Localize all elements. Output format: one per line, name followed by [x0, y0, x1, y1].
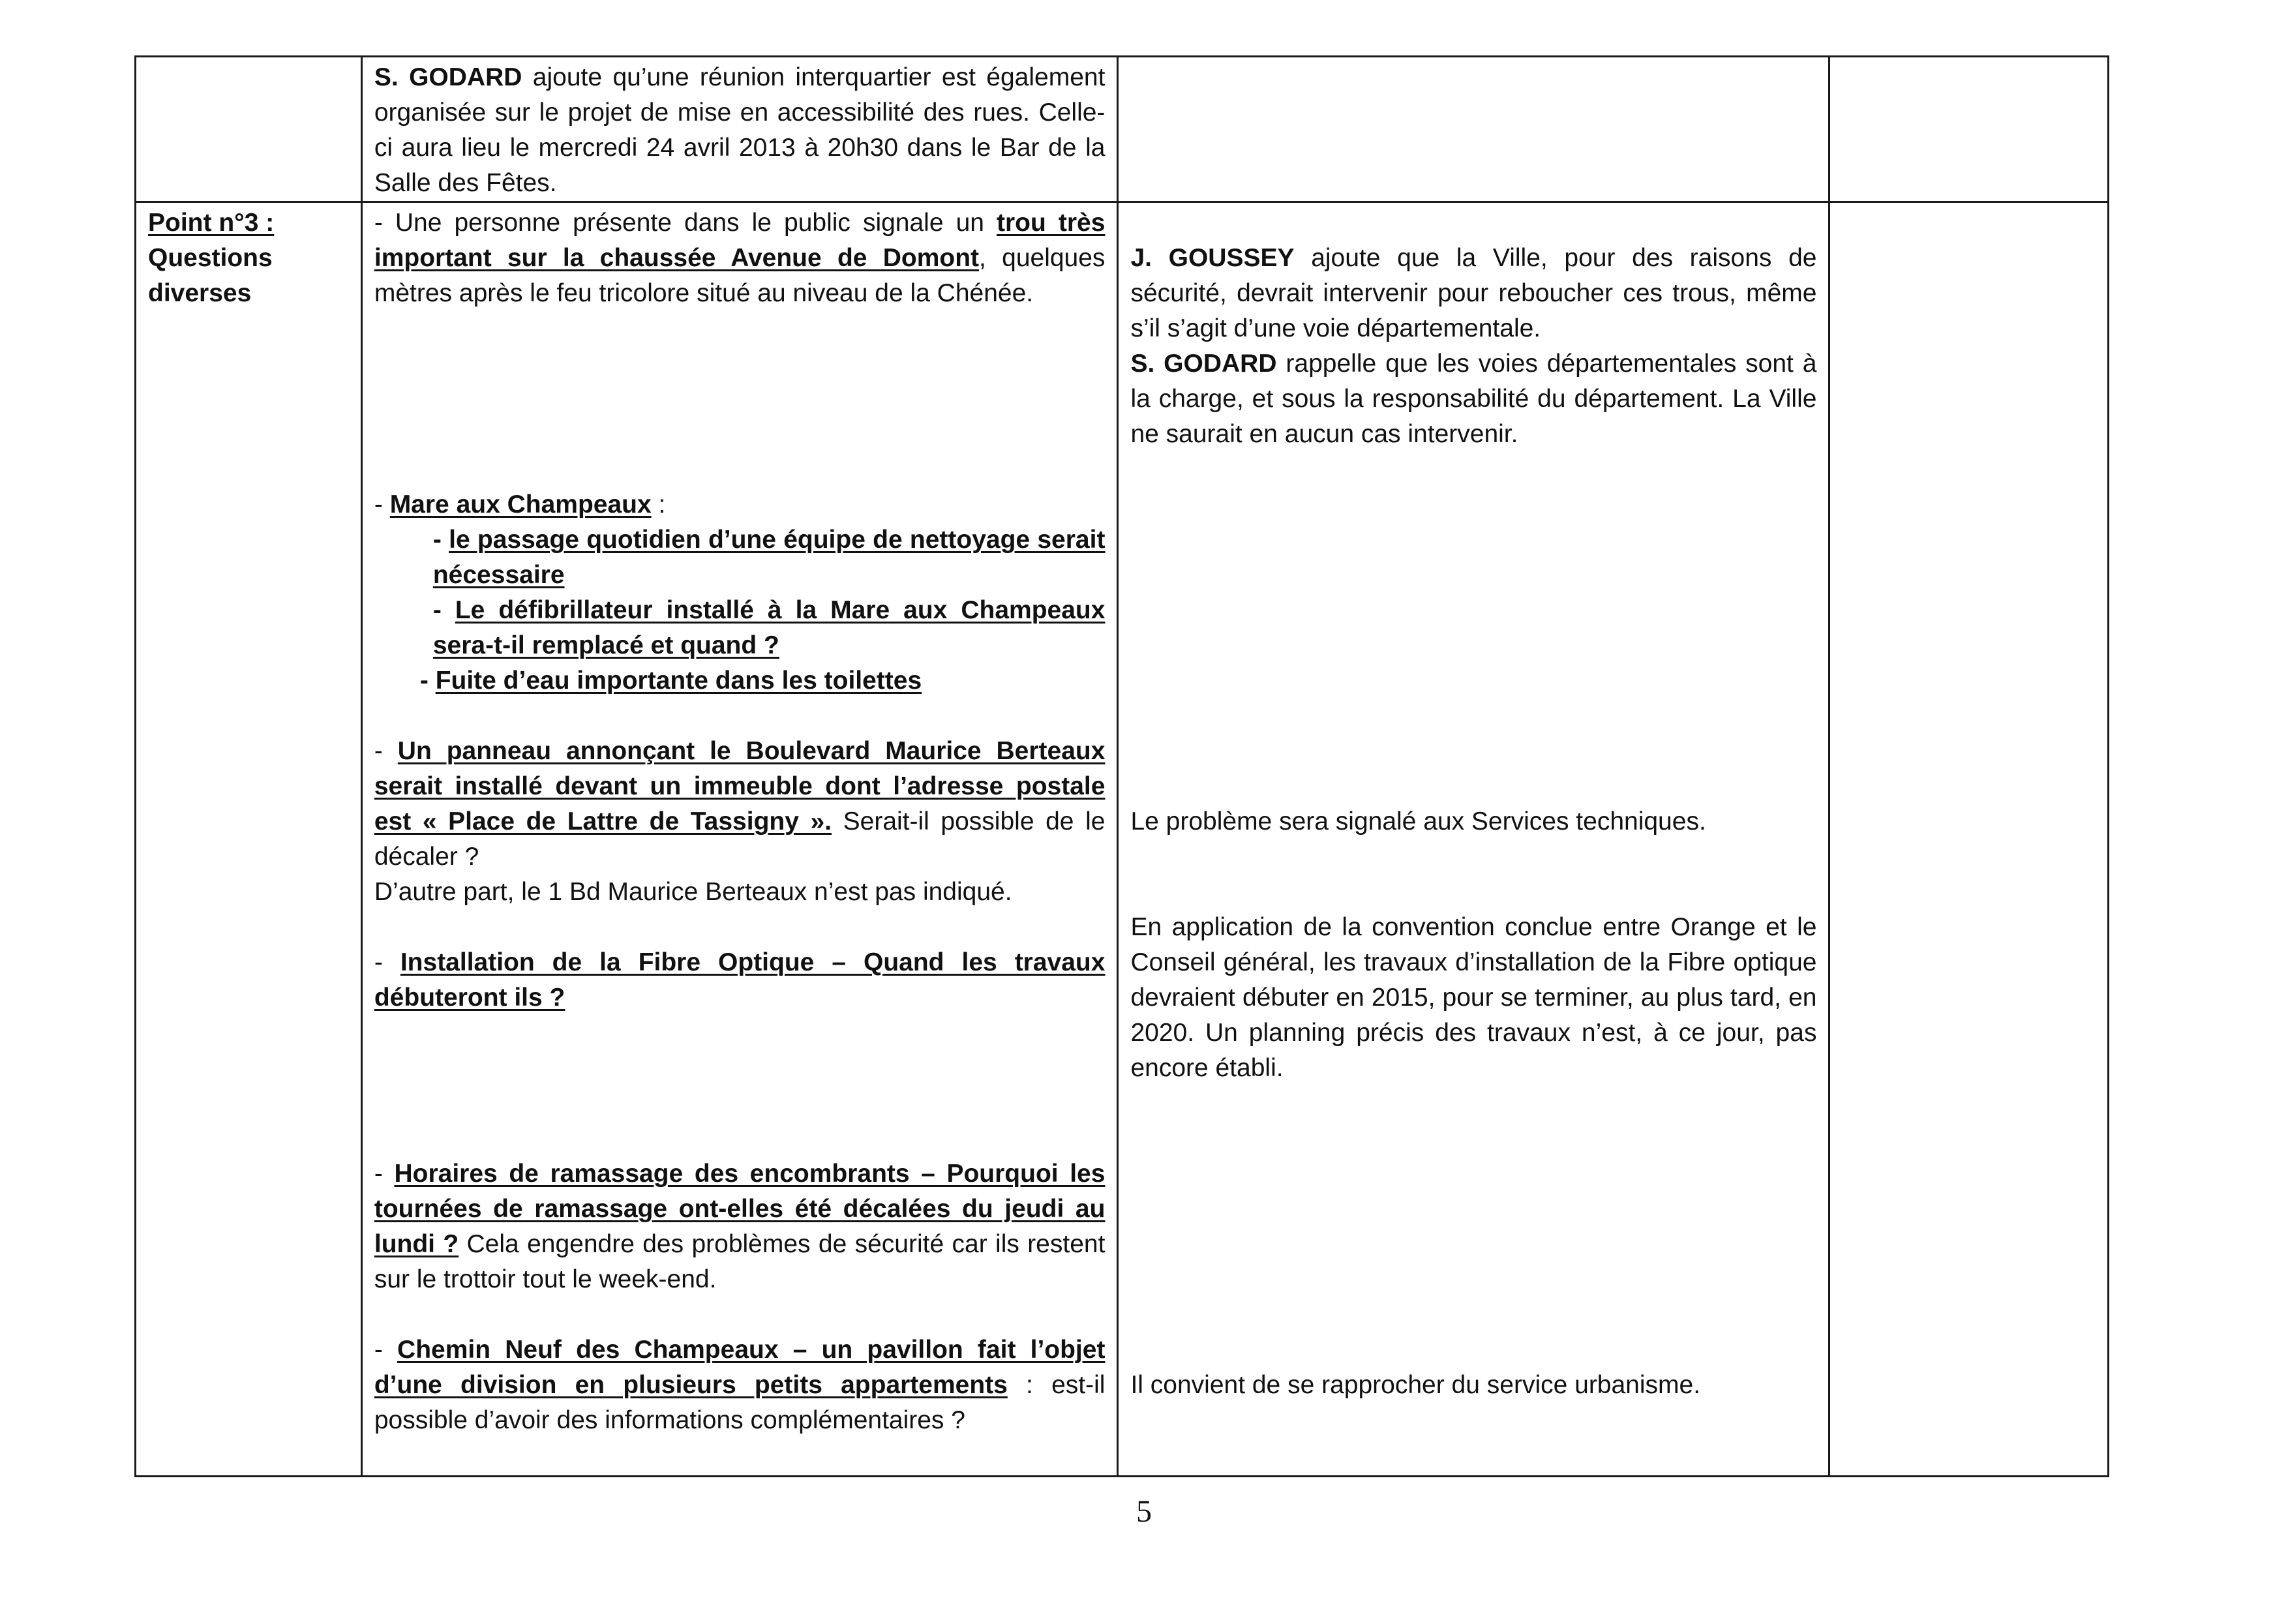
- list-item: - Fuite d’eau importante dans les toilettes: [419, 667, 922, 695]
- question-mare-champeaux: - Mare aux Champeaux :: [374, 490, 666, 519]
- answer-road-hole-godard: S. GODARD rappelle que les voies départementales sont à la charge, et sous la responsabilité du département. La Ville ne saurait en aucun cas intervenir.: [1130, 350, 1817, 448]
- meeting-announcement: ajoute qu’une réunion interquartier est également organisée sur le projet de mise en accessibilité des rues. Celle-ci aura lieu le mercredi 24 avril 2013 à 20h30 dans le Bar de la Salle des Fêtes.: [374, 63, 1106, 197]
- list-item: - le passage quotidien d’une équipe de nettoyage serait nécessaire: [432, 526, 1106, 589]
- question-street-sign: - Un panneau annonçant le Boulevard Maurice Berteaux serait installé devant un immeuble dont l’adresse postale est « Place de Lattre de Tassigny ». Serait-il possible de le décaler ?: [374, 737, 1106, 871]
- point-cell: [136, 202, 362, 1477]
- list-item: - Le défibrillateur installé à la Mare aux Champeaux sera-t-il remplacé et quand ?: [432, 596, 1106, 659]
- godard-meeting-cell: [361, 57, 1118, 202]
- page-number: 5: [1136, 1494, 1152, 1529]
- answer-chemin-neuf: Il convient de se rapprocher du service urbanisme.: [1130, 1371, 1701, 1399]
- speaker-name: S. GODARD: [374, 63, 522, 91]
- answer-fiber: En application de la convention conclue entre Orange et le Conseil général, les travaux d’installation de la Fibre optique devraient débuter en 2015, pour se terminer, au plus tard, en 2020. Un planning précis des travaux n’est, à ce jour, pas encore établi.: [1130, 913, 1817, 1082]
- question-street-number: D’autre part, le 1 Bd Maurice Berteaux n’est pas indiqué.: [374, 878, 1012, 906]
- answers-cell: [1118, 202, 1829, 1477]
- point-title-line2: diverses: [148, 279, 252, 307]
- question-road-hole: - Une personne présente dans le public signale un trou très important sur la chaussée Avenue de Domont, quelques mètres après le feu tricolore situé au niveau de la Chénée.: [374, 209, 1106, 307]
- question-fiber: - Installation de la Fibre Optique – Quand les travaux débuteront ils ?: [374, 948, 1106, 1012]
- question-bulky-waste: - Horaires de ramassage des encombrants – Pourquoi les tournées de ramassage ont-elles été décalées du jeudi au lundi ? Cela engendre des problèmes de sécurité car ils restent sur le trottoir tout le week-end.: [374, 1160, 1106, 1293]
- notes-cell-empty: [1829, 57, 2109, 202]
- table-row: [136, 57, 2109, 202]
- questions-cell: [361, 202, 1118, 1477]
- minutes-table: [134, 55, 2109, 1477]
- point-label: Point n°3 :: [148, 209, 275, 237]
- point-cell-empty: [136, 57, 362, 202]
- answer-street-sign: Le problème sera signalé aux Services techniques.: [1130, 807, 1706, 835]
- table-row: [136, 202, 2109, 1477]
- notes-cell-empty: [1829, 202, 2109, 1477]
- point-title-line1: Questions: [148, 244, 273, 272]
- answer-road-hole-goussey: J. GOUSSEY ajoute que la Ville, pour des raisons de sécurité, devrait intervenir pour reboucher ces trous, même s’il s’agit d’une voie départementale.: [1130, 244, 1817, 342]
- question-chemin-neuf: - Chemin Neuf des Champeaux – un pavillon fait l’objet d’une division en plusieurs petits appartements : est-il possible d’avoir des informations complémentaires ?: [374, 1336, 1106, 1434]
- answer-cell-empty: [1118, 57, 1829, 202]
